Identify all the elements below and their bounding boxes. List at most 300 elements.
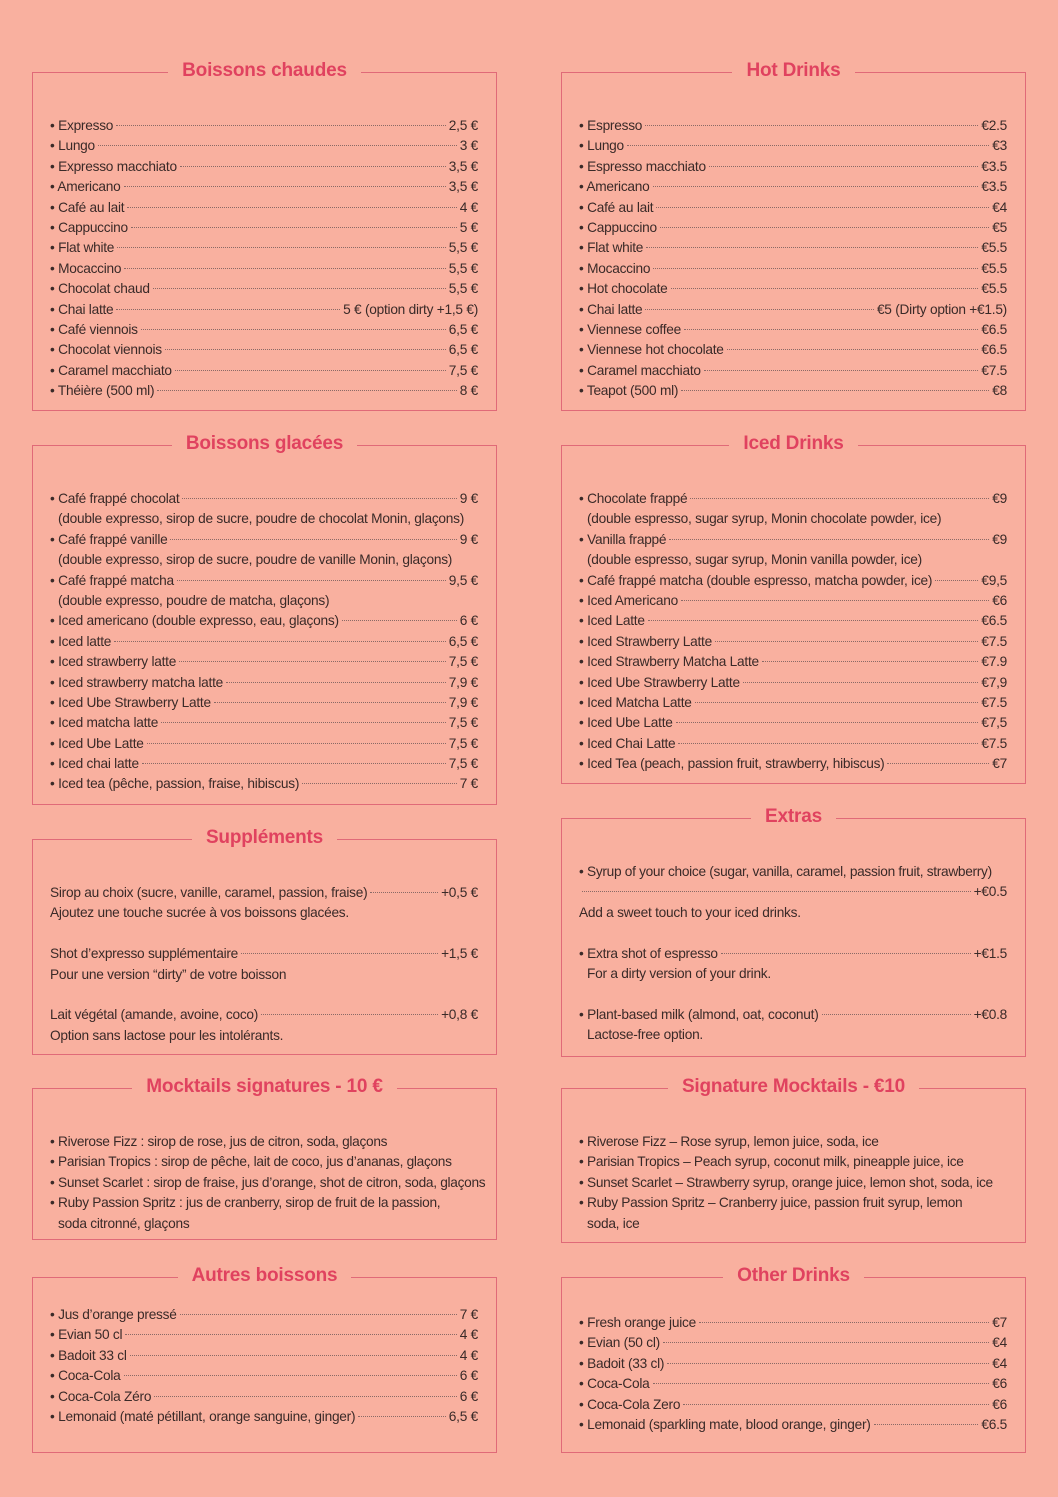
menu-item (579, 157, 1007, 177)
dot-leader (874, 1424, 979, 1425)
menu-item (50, 734, 478, 754)
dot-leader (241, 953, 438, 954)
menu-item-price: 6 € (459, 1388, 478, 1404)
menu-item-name: • Iced chai latte (50, 756, 139, 772)
menu-item-price: €3.5 (981, 158, 1007, 174)
menu-item (50, 381, 478, 401)
menu-item-name: • Fresh orange juice (579, 1315, 696, 1330)
menu-item-name: • Viennese coffee (579, 321, 682, 337)
menu-item (579, 340, 1007, 360)
menu-item (579, 218, 1007, 238)
menu-item-text: • Ruby Passion Spritz : jus de cranberry, sirop de fruit de la passion, (50, 1195, 441, 1211)
menu-item-name: • Lemonaid (sparkling mate, blood orange, ginger) (579, 1416, 871, 1432)
menu-item (579, 300, 1007, 320)
dot-leader (182, 498, 456, 499)
menu-item-name: • Iced Ube Latte (50, 735, 144, 751)
menu-item-description: (double expresso, sirop de sucre, poudre de vanille Monin, glaçons) (58, 552, 453, 568)
menu-item-price: 7,9 € (448, 674, 478, 690)
dot-leader (743, 682, 979, 683)
dot-leader (116, 309, 340, 310)
dot-leader (690, 498, 989, 499)
section-en-hot (561, 60, 1026, 411)
menu-item-price: 7,5 € (448, 654, 478, 670)
menu-item-price: €6.5 (981, 1416, 1007, 1432)
dot-leader (678, 743, 978, 744)
menu-item (579, 381, 1007, 401)
menu-item-price: 9 € (459, 531, 478, 547)
menu-item (579, 1333, 1007, 1353)
menu-item-price: 7,5 € (448, 735, 478, 751)
menu-item-price: 9,5 € (448, 572, 478, 588)
dot-leader (699, 1322, 989, 1323)
menu-item-name: • Americano (50, 179, 121, 195)
dot-leader (681, 600, 989, 601)
dot-leader (669, 539, 989, 540)
menu-item-price: €3.5 (981, 179, 1007, 195)
dot-leader (645, 125, 978, 126)
menu-item (579, 530, 1007, 550)
menu-item (50, 177, 478, 197)
menu-item-price: 5 € (option dirty +1,5 €) (343, 301, 478, 317)
dot-leader (214, 702, 446, 703)
menu-item (50, 673, 478, 693)
menu-item-name: • Viennese hot chocolate (579, 342, 724, 358)
dot-leader (582, 891, 971, 892)
menu-item-price: 9 € (459, 491, 478, 506)
menu-item-name: • Iced Chai Latte (579, 735, 676, 751)
menu-item-name: • Lungo (579, 138, 624, 154)
menu-item-name: • Badoit 33 cl (50, 1347, 127, 1363)
section-title: Mocktails signatures - 10 € (132, 1076, 396, 1097)
menu-item-description: Ajoutez une touche sucrée à vos boissons glacées. (50, 905, 349, 921)
menu-item (50, 611, 478, 631)
section-title: Autres boissons (178, 1265, 352, 1286)
menu-item-description: Pour une version “dirty” de votre boisson (50, 966, 287, 982)
menu-item-name: • Iced Americano (579, 592, 678, 608)
dot-leader (170, 539, 456, 540)
menu-item-price: 6 € (459, 1368, 478, 1384)
menu-item-price: 2,5 € (448, 118, 478, 133)
menu-item-price: 4 € (459, 199, 478, 215)
menu-item-price: 4 € (459, 1327, 478, 1343)
dot-leader (175, 370, 446, 371)
spacer (50, 985, 478, 1005)
menu-item-name: • Flat white (579, 240, 644, 256)
menu-item-name: • Iced Strawberry Latte (579, 633, 712, 649)
menu-item (50, 238, 478, 258)
menu-item-price: €6 (992, 592, 1007, 608)
menu-item-name: • Badoit (33 cl) (579, 1355, 665, 1371)
section-fr-extras (32, 827, 497, 1055)
menu-item-name: • Jus d’orange pressé (50, 1307, 177, 1322)
menu-item-text: • Sunset Scarlet – Strawberry syrup, orange juice, lemon shot, soda, ice (579, 1174, 993, 1190)
menu-item-price: 3,5 € (448, 158, 478, 174)
menu-item-name: • Plant-based milk (almond, oat, coconut) (579, 1006, 819, 1022)
menu-item-description: soda citronné, glaçons (58, 1215, 190, 1231)
dot-leader (653, 1383, 990, 1384)
menu-item-name: • Mocaccino (579, 260, 651, 276)
menu-item-name: • Iced Ube Strawberry Latte (579, 674, 740, 690)
menu-item (579, 591, 1007, 611)
menu-item (579, 673, 1007, 693)
menu-item (579, 1005, 1007, 1025)
menu-item-name: • Café viennois (50, 321, 138, 337)
menu-item-price: €9 (992, 491, 1007, 506)
menu-item-description: Lactose-free option. (587, 1027, 703, 1043)
dot-leader (646, 247, 978, 248)
menu-item (579, 944, 1007, 964)
dot-leader (153, 288, 446, 289)
menu-item (50, 1387, 478, 1407)
menu-item-name: • Iced Tea (peach, passion fruit, strawberry, hibiscus) (579, 756, 885, 772)
dot-leader (822, 1014, 971, 1015)
menu-item-price: 5,5 € (448, 281, 478, 297)
section-en-iced (561, 433, 1026, 784)
menu-item-price: €2.5 (981, 118, 1007, 133)
dot-leader (130, 1355, 457, 1356)
menu-item-name: • Extra shot of espresso (579, 945, 718, 961)
menu-item-name: • Caramel macchiato (579, 362, 701, 378)
dot-leader (695, 702, 979, 703)
menu-item-name: • Iced strawberry latte (50, 654, 177, 670)
menu-item-description: For a dirty version of your drink. (587, 965, 771, 981)
menu-item (579, 611, 1007, 631)
menu-item (50, 754, 478, 774)
menu-item (579, 259, 1007, 279)
menu-item (50, 300, 478, 320)
menu-item (579, 754, 1007, 774)
menu-item-price: €5.5 (981, 240, 1007, 256)
dot-leader (165, 349, 446, 350)
menu-item (50, 1407, 478, 1427)
menu-item-name: • Caramel macchiato (50, 362, 172, 378)
menu-item (50, 530, 478, 550)
menu-item-name: • Chai latte (579, 301, 643, 317)
dot-leader (656, 207, 989, 208)
menu-item (50, 489, 478, 509)
menu-item-name: • Café au lait (579, 199, 654, 215)
menu-item (50, 198, 478, 218)
section-title: Iced Drinks (729, 433, 857, 454)
menu-item-name: Shot d’expresso supplémentaire (50, 946, 239, 962)
menu-item (579, 361, 1007, 381)
menu-item-price: €5 (Dirty option +€1.5) (876, 301, 1007, 317)
menu-item-price: +€0.8 (973, 1006, 1007, 1022)
menu-item-name: • Iced tea (pêche, passion, fraise, hibiscus) (50, 776, 300, 792)
menu-item-name: • Iced Matcha Latte (579, 694, 692, 710)
spacer (579, 923, 1007, 943)
section-title: Other Drinks (723, 1265, 864, 1286)
menu-item-name: • Iced strawberry matcha latte (50, 674, 224, 690)
menu-item-text: • Ruby Passion Spritz – Cranberry juice, passion fruit syrup, lemon (579, 1195, 963, 1211)
menu-item-price: 6 € (459, 613, 478, 629)
dot-leader (302, 783, 457, 784)
menu-item (50, 1305, 478, 1325)
menu-item-price: 6,5 € (448, 633, 478, 649)
menu-item-name: • Chai latte (50, 301, 114, 317)
menu-item (50, 320, 478, 340)
dot-leader (370, 892, 438, 893)
menu-item-name: • Espresso (579, 118, 643, 133)
menu-item-name: • Flat white (50, 240, 115, 256)
dot-leader (358, 1416, 446, 1417)
section-title: Extras (751, 806, 836, 827)
menu-item-name: • Coca-Cola (579, 1376, 650, 1392)
dot-leader (762, 661, 978, 662)
menu-item (50, 632, 478, 652)
menu-item-price: 7,5 € (448, 756, 478, 772)
menu-item-description: (double expresso, poudre de matcha, glaçons) (58, 592, 330, 608)
menu-item (579, 571, 1007, 591)
menu-item (50, 279, 478, 299)
section-title: Suppléments (192, 827, 337, 848)
menu-item-price: +0,8 € (441, 1007, 478, 1023)
dot-leader (180, 166, 446, 167)
dot-leader (124, 186, 446, 187)
menu-item-text: • Parisian Tropics – Peach syrup, coconut milk, pineapple juice, ice (579, 1154, 964, 1170)
menu-item-price: 5,5 € (448, 240, 478, 256)
dot-leader (704, 370, 979, 371)
menu-item (50, 361, 478, 381)
menu-item-name: • Espresso macchiato (579, 158, 706, 174)
section-fr-other (32, 1265, 497, 1453)
menu-item-price: €6.5 (981, 342, 1007, 358)
menu-item (50, 1346, 478, 1366)
menu-item (50, 883, 478, 903)
menu-item (50, 693, 478, 713)
menu-item-price: 7 € (459, 776, 478, 792)
menu-item-name: • Iced latte (50, 633, 112, 649)
menu-item-price: €7.5 (981, 694, 1007, 710)
menu-item-price: 5,5 € (448, 260, 478, 276)
menu-item-price: €6.5 (981, 613, 1007, 629)
menu-item-price: €6.5 (981, 321, 1007, 337)
menu-item-name: • Chocolat viennois (50, 342, 162, 358)
dot-leader (154, 1396, 457, 1397)
section-en-mocktails (561, 1076, 1026, 1243)
dot-leader (131, 227, 457, 228)
menu-item-price: €7.5 (981, 633, 1007, 649)
spacer (579, 984, 1007, 1004)
menu-item-price: €7.9 (981, 654, 1007, 670)
menu-item-description: (double espresso, sugar syrup, Monin chocolate powder, ice) (587, 511, 942, 527)
menu-item-name: Sirop au choix (sucre, vanille, caramel, passion, fraise) (50, 885, 368, 900)
section-title: Signature Mocktails - €10 (668, 1076, 919, 1097)
menu-item-name: • Vanilla frappé (579, 531, 667, 547)
menu-item-name: • Expresso macchiato (50, 158, 177, 174)
dot-leader (125, 1334, 456, 1335)
menu-item-price: €9,5 (981, 572, 1007, 588)
menu-item (579, 198, 1007, 218)
dot-leader (671, 288, 979, 289)
dot-leader (684, 329, 978, 330)
dot-leader (342, 620, 457, 621)
menu-item-name: • Café frappé matcha (50, 572, 174, 588)
dot-leader (663, 1342, 989, 1343)
menu-item-name: • Lungo (50, 138, 95, 154)
dot-leader (645, 309, 874, 310)
menu-item-name: • Evian 50 cl (50, 1327, 123, 1343)
dot-leader (124, 268, 446, 269)
dot-leader (141, 329, 446, 330)
dot-leader (116, 125, 446, 126)
menu-item-price: €9 (992, 531, 1007, 547)
menu-item-price: €7,5 (981, 715, 1007, 731)
menu-item-name: • Iced Ube Strawberry Latte (50, 694, 211, 710)
section-en-extras (561, 806, 1026, 1057)
menu-item-text: • Sunset Scarlet : sirop de fraise, jus d’orange, shot de citron, soda, glaçons (50, 1174, 486, 1190)
menu-item-price: +0,5 € (441, 885, 478, 900)
menu-item (50, 571, 478, 591)
menu-item (50, 774, 478, 794)
menu-item (579, 1395, 1007, 1415)
menu-item-name: • Expresso (50, 118, 114, 133)
menu-item (50, 218, 478, 238)
menu-item-price: €4 (992, 1335, 1007, 1351)
menu-item (579, 632, 1007, 652)
menu-item (579, 1415, 1007, 1435)
menu-item-name: • Café frappé chocolat (50, 491, 180, 506)
menu-item (579, 116, 1007, 136)
menu-item-name: • Iced Ube Latte (579, 715, 673, 731)
menu-item-price: €7 (992, 1315, 1007, 1330)
menu-item-text: • Riverose Fizz – Rose syrup, lemon juice, soda, ice (579, 1134, 879, 1149)
menu-item-price: €3 (992, 138, 1007, 154)
menu-item-price: €7.5 (981, 362, 1007, 378)
dot-leader (721, 953, 971, 954)
dot-leader (935, 580, 978, 581)
menu-item (579, 1313, 1007, 1333)
dot-leader (124, 1375, 457, 1376)
menu-item-name: • Iced Latte (579, 613, 645, 629)
menu-item-price: €5 (992, 219, 1007, 235)
menu-item-price: 6,5 € (448, 1408, 478, 1424)
section-fr-mocktails (32, 1076, 497, 1240)
menu-item-price: 6,5 € (448, 321, 478, 337)
dot-leader (727, 349, 979, 350)
dot-leader (177, 580, 446, 581)
menu-item-price: 3 € (459, 138, 478, 154)
menu-item-name: • Lemonaid (maté pétillant, orange sanguine, ginger) (50, 1408, 356, 1424)
dot-leader (653, 268, 978, 269)
menu-item (50, 157, 478, 177)
menu-item-price: 7,5 € (448, 715, 478, 731)
menu-item-description: soda, ice (587, 1215, 640, 1231)
menu-item-name: • Cappuccino (579, 219, 657, 235)
menu-item-name: • Café au lait (50, 199, 125, 215)
dot-leader (179, 661, 446, 662)
menu-item-description: Add a sweet touch to your iced drinks. (579, 904, 801, 920)
dot-leader (660, 227, 989, 228)
menu-item-name: • Evian (50 cl) (579, 1335, 660, 1351)
dot-leader (627, 145, 989, 146)
dot-leader (261, 1014, 438, 1015)
menu-item-name: • Cappuccino (50, 219, 128, 235)
menu-item (579, 734, 1007, 754)
menu-item (50, 1366, 478, 1386)
menu-item-name: • Café frappé matcha (double espresso, matcha powder, ice) (579, 572, 933, 588)
menu-item (579, 177, 1007, 197)
menu-item-price: €7 (992, 756, 1007, 772)
menu-item-price: +€0.5 (973, 884, 1007, 900)
menu-item-name: • Chocolate frappé (579, 491, 688, 506)
menu-item (50, 713, 478, 733)
menu-item (50, 116, 478, 136)
menu-item-price: 8 € (459, 383, 478, 399)
dot-leader (147, 743, 446, 744)
menu-item-price: 3,5 € (448, 179, 478, 195)
dot-leader (887, 763, 989, 764)
menu-item-price: +1,5 € (441, 946, 478, 962)
dot-leader (226, 682, 446, 683)
menu-item (579, 279, 1007, 299)
dot-leader (667, 1363, 989, 1364)
menu-item-name: • Théière (500 ml) (50, 383, 155, 399)
menu-item (579, 238, 1007, 258)
menu-item-price: €7,9 (981, 674, 1007, 690)
menu-item-name: Lait végétal (amande, avoine, coco) (50, 1007, 259, 1023)
menu-item (50, 1005, 478, 1025)
menu-item-price: +€1.5 (973, 945, 1007, 961)
menu-item-name: • Americano (579, 179, 650, 195)
menu-item-name: • Iced americano (double expresso, eau, glaçons) (50, 613, 339, 629)
menu-item (579, 882, 1007, 902)
section-en-other (561, 1265, 1026, 1453)
menu-item-price: €8 (992, 383, 1007, 399)
menu-item-price: €4 (992, 1355, 1007, 1371)
menu-item-price: 7 € (459, 1307, 478, 1322)
section-title: Boissons chaudes (168, 60, 361, 81)
menu-item-price: €6 (992, 1376, 1007, 1392)
menu-item-text: • Syrup of your choice (sugar, vanilla, caramel, passion fruit, strawberry) (579, 864, 992, 879)
dot-leader (180, 1314, 457, 1315)
menu-item (50, 340, 478, 360)
menu-item-price: 7,5 € (448, 362, 478, 378)
dot-leader (683, 1404, 989, 1405)
menu-item-price: €4 (992, 199, 1007, 215)
menu-item-price: 4 € (459, 1347, 478, 1363)
menu-item (579, 136, 1007, 156)
dot-leader (648, 620, 979, 621)
section-title: Boissons glacées (172, 433, 357, 454)
menu-item-price: €5.5 (981, 260, 1007, 276)
section-fr-iced (32, 433, 497, 805)
menu-item-price: €7.5 (981, 735, 1007, 751)
section-title: Hot Drinks (732, 60, 854, 81)
menu-item-name: • Chocolat chaud (50, 281, 150, 297)
menu-item-price: €5.5 (981, 281, 1007, 297)
menu-item (50, 136, 478, 156)
menu-item-description: (double espresso, sugar syrup, Monin vanilla powder, ice) (587, 552, 922, 568)
dot-leader (681, 390, 989, 391)
spacer (50, 924, 478, 944)
dot-leader (127, 207, 456, 208)
menu-item-price: €6 (992, 1396, 1007, 1412)
menu-item-description: Option sans lactose pour les intolérants. (50, 1027, 284, 1043)
section-fr-hot (32, 60, 497, 411)
menu-item-text: • Parisian Tropics : sirop de pêche, lait de coco, jus d’ananas, glaçons (50, 1154, 452, 1170)
menu-item (579, 693, 1007, 713)
menu-item-price: 7,9 € (448, 694, 478, 710)
menu-item (50, 1325, 478, 1345)
menu-item-description: (double expresso, sirop de sucre, poudre de chocolat Monin, glaçons) (58, 511, 465, 527)
dot-leader (709, 166, 979, 167)
menu-item-name: • Mocaccino (50, 260, 122, 276)
menu-item (579, 713, 1007, 733)
menu-item (579, 652, 1007, 672)
dot-leader (98, 145, 457, 146)
menu-item-name: • Iced Strawberry Matcha Latte (579, 654, 759, 670)
